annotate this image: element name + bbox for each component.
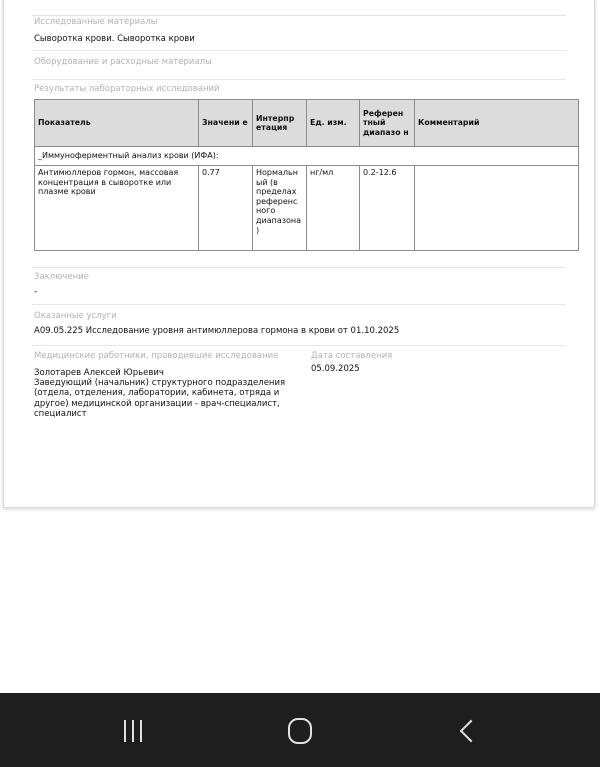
services-value: A09.05.225 Исследование уровня антимюллерова гормона в крови от 01.10.2025 <box>34 326 400 336</box>
group-title: _Иммуноферментный анализ крови (ИФА): <box>35 147 579 166</box>
back-button[interactable] <box>448 711 488 751</box>
services-label: Оказанные услуги <box>34 311 117 321</box>
divider <box>32 79 566 80</box>
recents-button[interactable] <box>113 711 153 751</box>
divider <box>32 267 566 268</box>
date-value: 05.09.2025 <box>311 364 360 374</box>
header-unit: Ед. изм. <box>307 100 360 147</box>
header-comment: Комментарий <box>415 100 579 147</box>
cell-unit: нг/мл <box>307 166 360 251</box>
divider <box>32 304 566 305</box>
header-value: Значени е <box>199 100 253 147</box>
divider <box>32 345 566 346</box>
staff-position: Заведующий (начальник) структурного подразделения (отдела, отделения, лаборатории, кабинета, отряда и другое) медицинской организации - врач-специалист, специалист <box>34 378 286 419</box>
staff-name: Золотарев Алексей Юрьевич <box>34 368 164 378</box>
staff-label: Медицинские работники, проводившие исследование <box>34 351 279 361</box>
cell-value: 0.77 <box>199 166 253 251</box>
cell-comment <box>415 166 579 251</box>
report-page <box>3 0 595 508</box>
results-table <box>34 99 579 251</box>
header-reference: Референ тный диапазо н <box>360 100 415 147</box>
staff-block <box>34 368 309 419</box>
header-indicator: Показатель <box>35 100 199 147</box>
materials-label: Исследованные материалы <box>34 17 158 27</box>
materials-value: Сыворотка крови. Сыворотка крови <box>34 34 195 44</box>
date-label: Дата составления <box>311 351 393 361</box>
back-icon <box>460 720 483 743</box>
home-button[interactable] <box>280 711 320 751</box>
equipment-label: Оборудование и расходные материалы <box>34 57 212 67</box>
home-icon <box>288 718 312 744</box>
cell-reference: 0.2-12.6 <box>360 166 415 251</box>
conclusion-label: Заключение <box>34 272 89 282</box>
results-label: Результаты лабораторных исследований <box>34 84 220 94</box>
table-header-row <box>35 100 579 147</box>
divider <box>32 15 566 16</box>
table-group-row <box>35 147 579 166</box>
header-interpretation: Интерпр етация <box>253 100 307 147</box>
divider <box>32 50 566 51</box>
cell-indicator: Антимюллеров гормон, массовая концентрация в сыворотке или плазме крови <box>35 166 199 251</box>
table-row <box>35 166 579 251</box>
conclusion-value: - <box>34 287 38 297</box>
android-navigation-bar <box>0 693 600 767</box>
cell-interpretation: Нормальн ый (в пределах референс ного диапазона ) <box>253 166 307 251</box>
recents-icon <box>124 720 142 742</box>
